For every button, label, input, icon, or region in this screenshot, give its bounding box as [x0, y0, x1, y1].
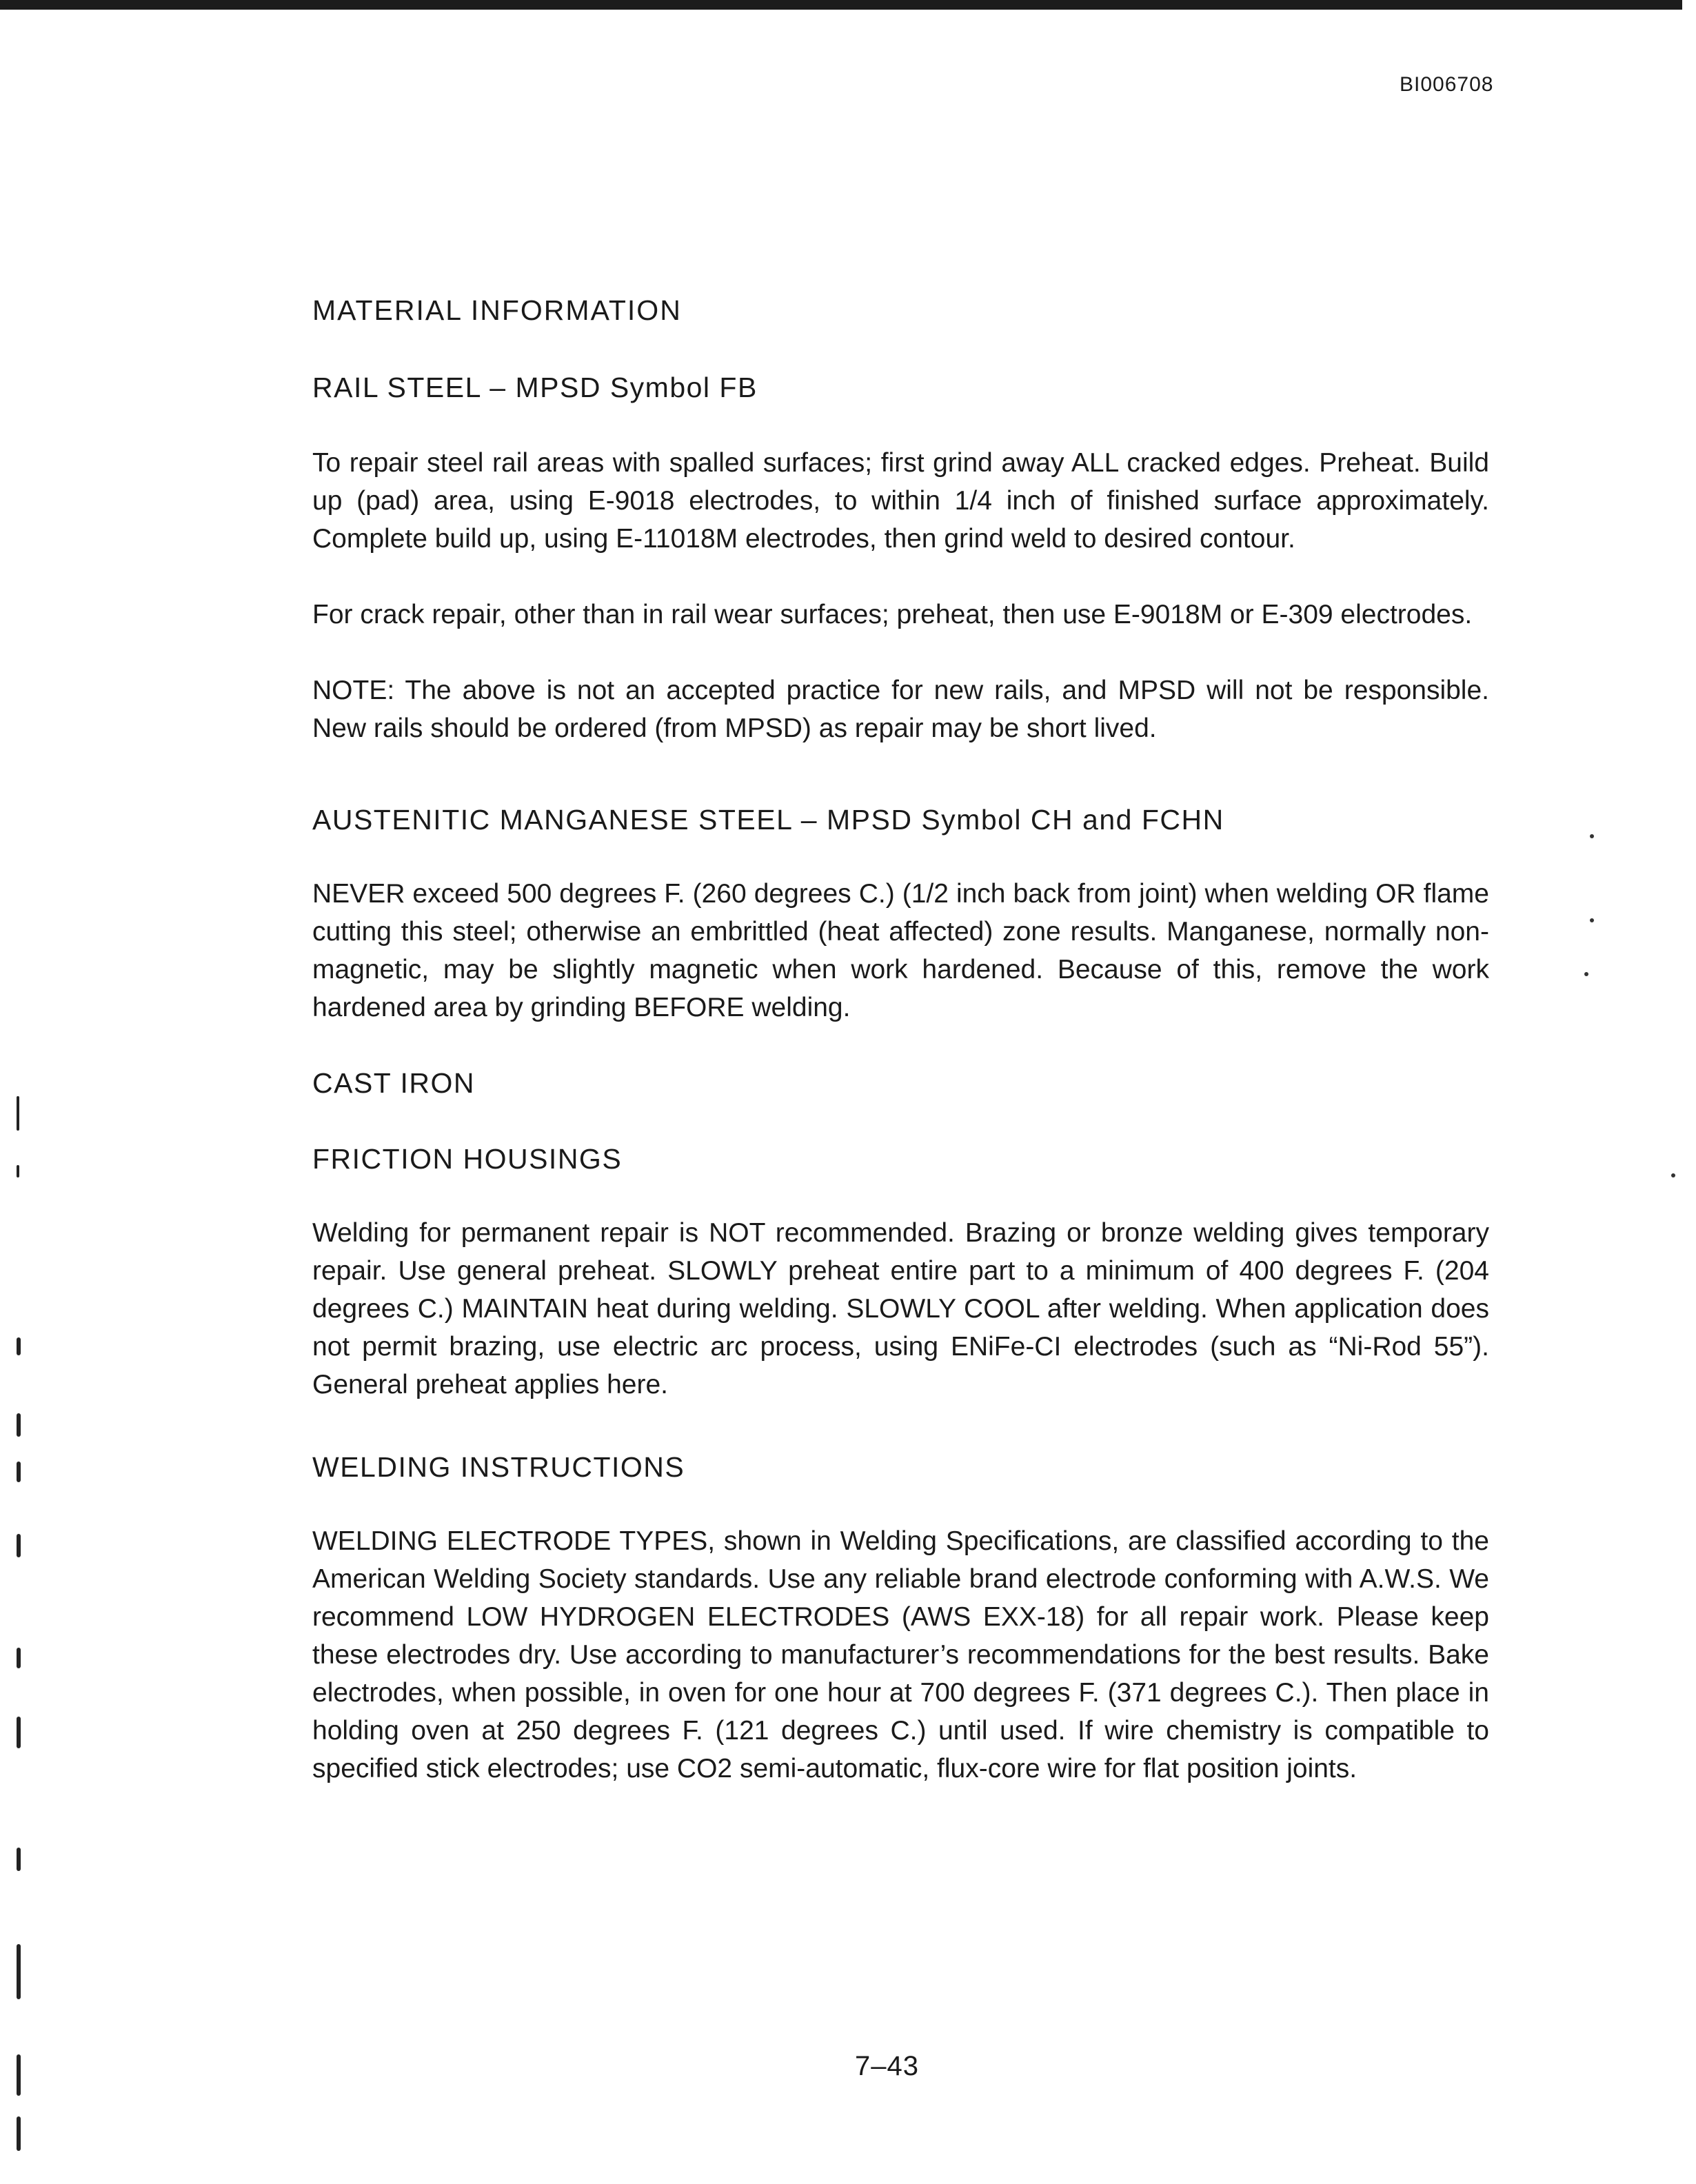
scan-artifact [17, 1096, 19, 1131]
section-heading-friction-housings: FRICTION HOUSINGS [312, 1143, 623, 1175]
scan-artifact [17, 1648, 21, 1668]
welding-instructions-paragraph: WELDING ELECTRODE TYPES, shown in Welding Specifications, are classified according to the American Welding Society standards. Use any reliable brand electrode conforming with A.W.S. We recommend LOW HYDROGEN ELECTRODES (AWS EXX-18) for all repair work. Please keep these electrodes dry. Use according to manufacturer’s recommendations for the best results. Bake electrodes, when possible, in oven for one hour at 700 degrees F. (371 degrees C.). Then place in holding oven at 250 degrees F. (121 degrees C.) until used. If wire chemistry is compatible to specified stick electrodes; use CO2 semi-automatic, flux-core wire for flat position joints. [312, 1526, 1489, 1783]
scan-artifact [1584, 972, 1588, 976]
document-id: BI006708 [1400, 73, 1494, 96]
top-border-rule [0, 0, 1682, 10]
rail-steel-paragraph: For crack repair, other than in rail wear surfaces; preheat, then use E-9018M or E-309 electrodes. [312, 600, 1473, 629]
scan-artifact [17, 2054, 21, 2096]
section-heading-cast-iron: CAST IRON [312, 1067, 475, 1099]
scan-artifact [17, 1717, 21, 1748]
rail-steel-note: NOTE: The above is not an accepted practice for new rails, and MPSD will not be responsible. New rails should be ordered (from MPSD) as repair may be short lived. [312, 676, 1489, 743]
scan-artifact [17, 1944, 21, 1999]
austenitic-title: AUSTENITIC MANGANESE STEEL [312, 804, 792, 836]
austenitic-symbol: – MPSD Symbol CH and FCHN [791, 804, 1224, 836]
page-number: 7–43 [855, 2051, 919, 2081]
scan-artifact [17, 1534, 21, 1557]
friction-housings-paragraph: Welding for permanent repair is NOT recommended. Brazing or bronze welding gives temporary repair. Use general preheat. SLOWLY preheat entire part to a minimum of 400 degrees F. (204 degrees C.) MAINTAIN heat during welding. SLOWLY COOL after welding. When application does not permit brazing, use electric arc process, using ENiFe-CI electrodes (such as “Ni-Rod 55”). General preheat applies here. [312, 1218, 1489, 1399]
rail-steel-title: RAIL STEEL [312, 372, 481, 403]
austenitic-paragraph: NEVER exceed 500 degrees F. (260 degrees C.) (1/2 inch back from joint) when welding OR flame cutting this steel; otherwise an embrittled (heat affected) zone results. Manganese, normally non-magnetic, may be slightly magnetic when work hardened. Because of this, remove the work hardened area by grinding BEFORE welding. [312, 879, 1489, 1022]
rail-steel-symbol: – MPSD Symbol FB [481, 372, 758, 403]
section-heading-material-information: MATERIAL INFORMATION [312, 294, 682, 326]
scan-artifact [17, 1462, 21, 1482]
section-heading-austenitic-manganese-steel [312, 799, 1489, 840]
scan-artifact [17, 1413, 21, 1437]
scan-artifact [1671, 1173, 1675, 1177]
scan-artifact [17, 1848, 21, 1871]
page-content [312, 290, 1489, 1788]
scan-artifact [1590, 918, 1594, 922]
scan-artifact [17, 1337, 21, 1355]
scan-artifact [17, 1165, 19, 1177]
section-heading-rail-steel [312, 367, 1489, 408]
section-heading-welding-instructions: WELDING INSTRUCTIONS [312, 1451, 685, 1483]
scan-artifact [17, 2116, 21, 2151]
rail-steel-paragraph: To repair steel rail areas with spalled surfaces; first grind away ALL cracked edges. Preheat. Build up (pad) area, using E-9018 electrodes, to within 1/4 inch of finished surface approximately. Complete build up, using E-11018M electrodes, then grind weld to desired contour. [312, 448, 1489, 554]
scan-artifact [1590, 834, 1594, 838]
